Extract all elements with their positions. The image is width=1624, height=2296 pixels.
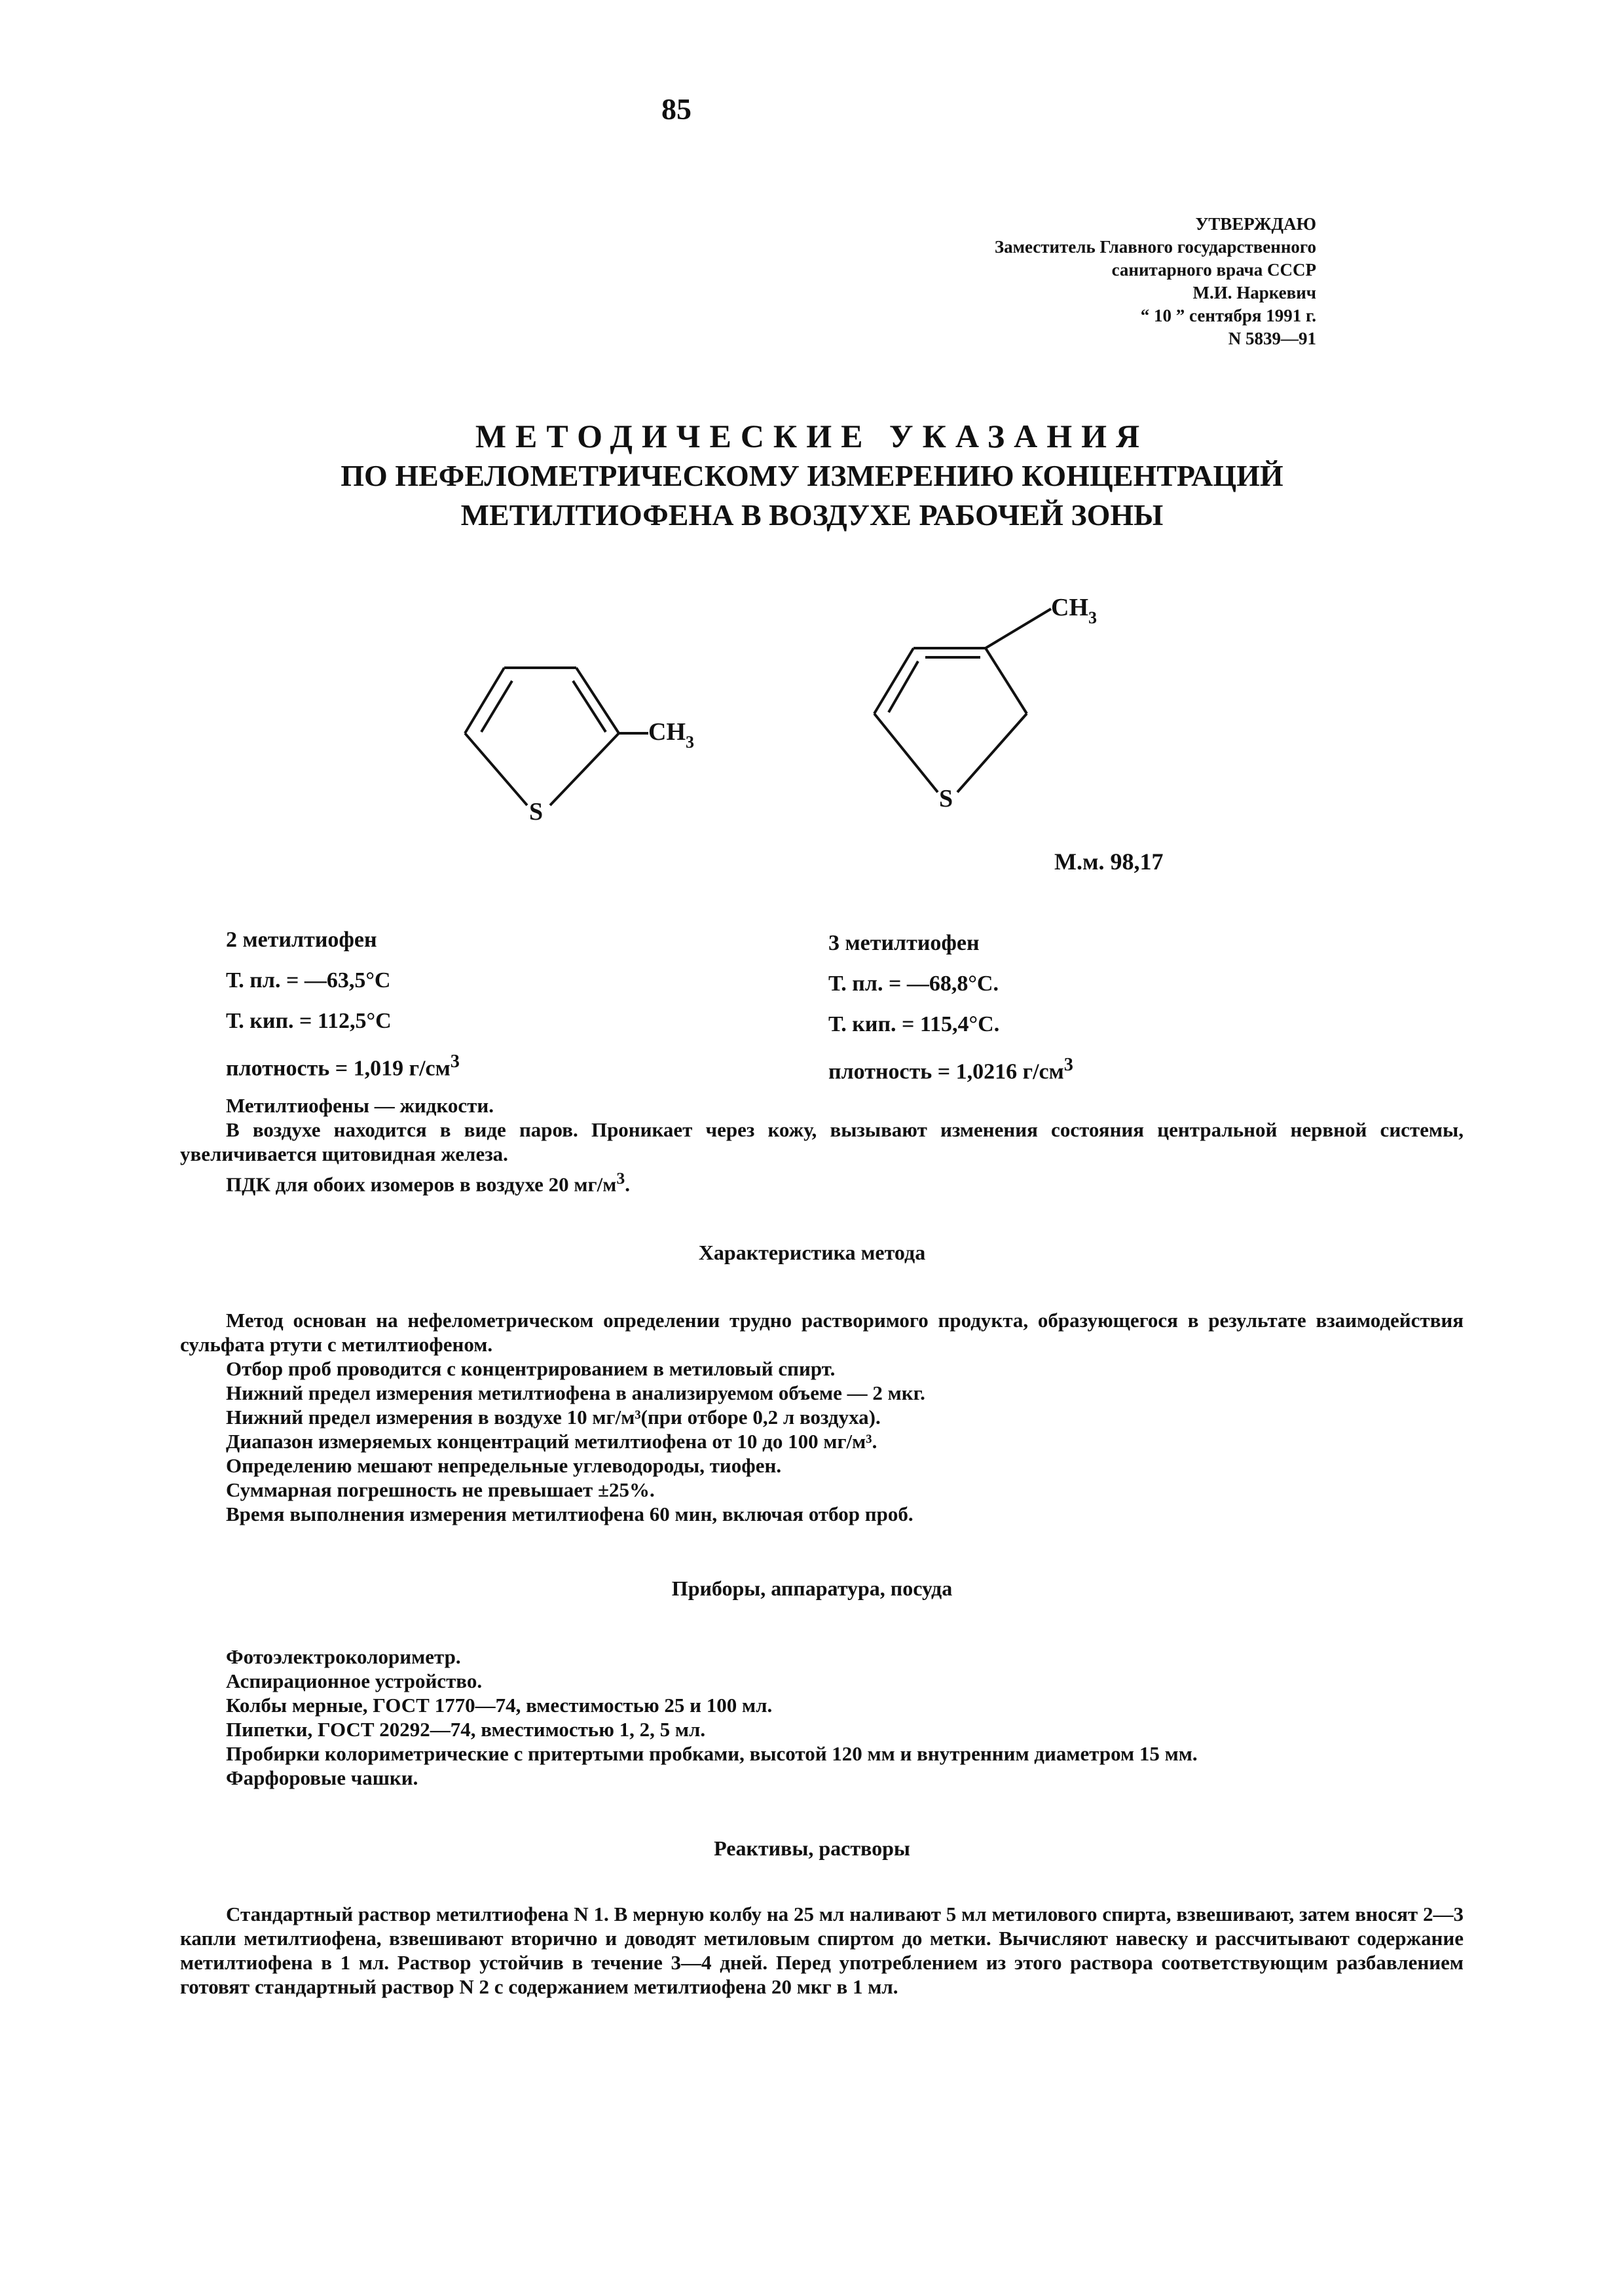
list-item: Колбы мерные, ГОСТ 1770—74, вместимостью 25 и 100 мл. [226, 1694, 773, 1717]
isomer-3-boiling-point: Т. кип. = 115,4°С. [828, 1012, 1000, 1036]
sulfur-label-2: S [529, 798, 544, 826]
approval-line-1: Заместитель Главного государственного [994, 237, 1316, 257]
title-sub-1: ПО НЕФЕЛОМЕТРИЧЕСКОМУ ИЗМЕРЕНИЮ КОНЦЕНТРАЦИЙ [341, 459, 1283, 492]
intro-liquids: Метилтиофены — жидкости. [226, 1094, 494, 1117]
title-main: МЕТОДИЧЕСКИЕ УКАЗАНИЯ [475, 418, 1149, 454]
approval-line-2: санитарного врача СССР [1111, 260, 1316, 280]
approval-heading: УТВЕРЖДАЮ [1195, 214, 1316, 234]
sulfur-label-3: S [939, 785, 953, 812]
isomer-3-properties [828, 923, 1073, 1092]
list-item: Отбор проб проводится с концентрированием в метиловый спирт. [226, 1357, 836, 1380]
title-sub-2: МЕТИЛТИОФЕНА В ВОЗДУХЕ РАБОЧЕЙ ЗОНЫ [460, 498, 1164, 532]
list-item: Нижний предел измерения метилтиофена в анализируемом объеме — 2 мкг. [226, 1381, 925, 1404]
intro-effects: В воздухе находится в виде паров. Проникает через кожу, вызывают изменения состояния центральной нервной системы, увеличивается щитовидная железа. [180, 1118, 1464, 1165]
list-item: Пипетки, ГОСТ 20292—74, вместимостью 1, 2, 5 мл. [226, 1718, 706, 1741]
methyl-label-3: $CH_3$ [1051, 594, 1097, 627]
list-item: Диапазон измеряемых концентраций метилтиофена от 10 до 100 мг/м³. [226, 1430, 877, 1453]
structure-3-methylthiophene [874, 609, 1051, 792]
reagents-heading: Реактивы, растворы [714, 1836, 910, 1860]
isomer-3-melting-point: Т. пл. = —68,8°С. [828, 972, 999, 996]
list-item: Аспирационное устройство. [226, 1669, 483, 1692]
method-basis: Метод основан на нефелометрическом определении трудно растворимого продукта, образующегося в результате взаимодействия сульфата ртути с метилтиофеном. [180, 1309, 1464, 1356]
document-title [0, 416, 1624, 535]
equipment-heading: Приборы, аппаратура, посуда [671, 1576, 953, 1600]
approval-number: N 5839—91 [1228, 329, 1316, 348]
list-item: Фотоэлектроколориметр. [226, 1645, 461, 1668]
method-heading: Характеристика метода [698, 1241, 926, 1264]
approval-date: “ 10 ” сентября 1991 г. [1140, 306, 1316, 325]
isomer-3-name: 3 метилтиофен [828, 931, 980, 955]
isomer-2-properties [226, 920, 460, 1089]
list-item: Нижний предел измерения в воздухе 10 мг/м³(при отборе 0,2 л воздуха). [226, 1406, 881, 1429]
reagents-text: Стандартный раствор метилтиофена N 1. В мерную колбу на 25 мл наливают 5 мл метилового спирта, взвешивают, затем вносят 2—3 капли метилтиофена, взвешивают вторично и доводят метиловым спиртом до метки. Вычисляют навеску и рассчитывают содержание метилтиофена в 1 мл. Раствор устойчив в течение 3—4 дней. Перед употреблением из этого раствора соответствующим разбавлением готовят стандартный раствор N 2 с содержанием метилтиофена 20 мкг в 1 мл. [180, 1903, 1464, 1998]
approval-name: М.И. Наркевич [1192, 283, 1316, 302]
chemical-structures [0, 576, 1624, 917]
isomer-2-name: 2 метилтиофен [226, 928, 377, 952]
list-item: Пробирки колориметрические с притертыми пробками, высотой 120 мм и внутренним диаметром 15 мм. [226, 1742, 1198, 1765]
equipment-list [226, 1645, 1470, 1790]
isomer-2-boiling-point: Т. кип. = 112,5°С [226, 1009, 392, 1033]
list-item: Фарфоровые чашки. [226, 1766, 418, 1789]
method-list [226, 1357, 1470, 1526]
isomer-3-density: плотность = 1,0216 $г/см^3$ [828, 1055, 1073, 1084]
methyl-label-2: $CH_3$ [648, 718, 694, 752]
list-item: Определению мешают непредельные углеводороды, тиофен. [226, 1454, 782, 1477]
approval-block [923, 213, 1316, 350]
intro-text [180, 1093, 1464, 1196]
list-item: Суммарная погрешность не превышает ±25%. [226, 1478, 655, 1501]
structure-2-methylthiophene [465, 668, 648, 805]
intro-pdk: ПДК для обоих изомеров в воздухе 20 $мг/м^3$. [226, 1169, 631, 1196]
isomer-2-melting-point: Т. пл. = —63,5°С [226, 968, 391, 993]
list-item: Время выполнения измерения метилтиофена 60 мин, включая отбор проб. [226, 1503, 913, 1525]
isomer-2-density: плотность = 1,019 $г/см^3$ [226, 1051, 460, 1081]
page-number: 85 [661, 92, 692, 126]
molecular-mass: М.м. 98,17 [1054, 848, 1164, 875]
